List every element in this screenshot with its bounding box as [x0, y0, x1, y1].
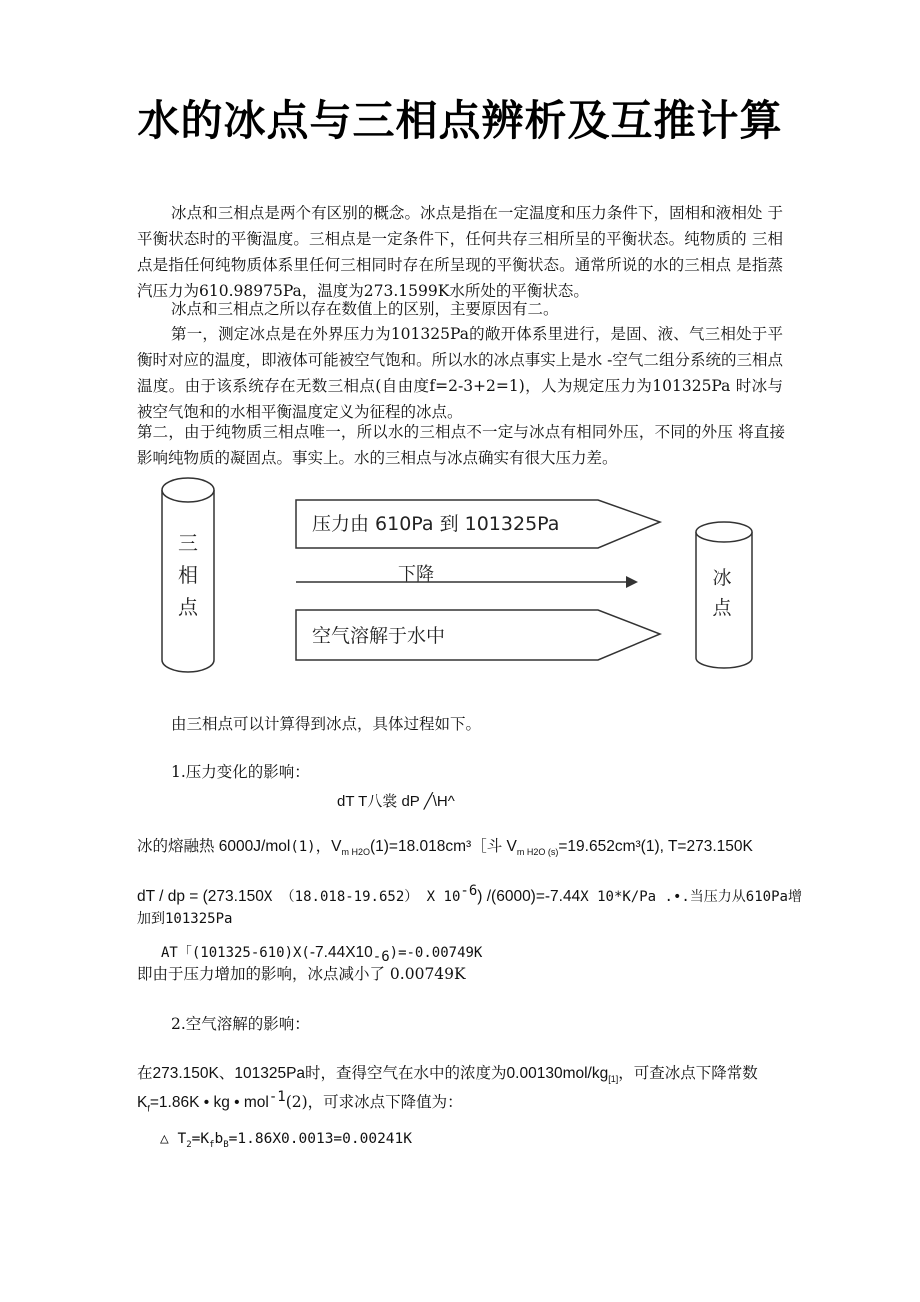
paragraph-first-reason: 第一，测定冰点是在外界压力为101325Pa的敞开体系里进行，是固、液、气三相处于平衡时对应的温度，即液体可能被空气饱和。所以水的冰点事实上是水 -空气二组分系统的三相点温度。由于该系统存在无数三相点(自由度f=2-3+2=1)，人为规定压力为101325Pa 时冰与被空气饱和的水相平衡温度定义为征程的冰点。 [137, 325, 783, 421]
right-cylinder-char-2: 点 [712, 597, 732, 619]
kf-exponent: -1 [268, 1089, 286, 1105]
data-line [137, 834, 753, 864]
calc-intro: 由三相点可以计算得到冰点，具体过程如下。 [171, 715, 482, 733]
v-liquid-sub: m H2O [341, 847, 370, 858]
bottom-arrow-label: 空气溶解于水中 [312, 625, 446, 647]
equation-1-continued: 加到101325Pa [137, 911, 233, 927]
top-arrow-label: 压力由 610Pa 到 101325Pa [312, 513, 560, 535]
kf-value: =1.86K • kg • mol [149, 1094, 269, 1112]
final-delta: △ T [160, 1131, 187, 1147]
equation-1 [137, 879, 802, 909]
air-line-2-end: (2)，可求冰点下降值为： [285, 1093, 463, 1112]
eq1-exponent: -6 [460, 883, 478, 899]
eq1-part-e: X 10*K/Pa .•.当压力从610Pa增 [580, 889, 802, 906]
paragraph-concepts: 冰点和三相点是两个有区别的概念。冰点是指在一定温度和压力条件下，固相和液相处 于平衡状态时的平衡温度。三相点是一定条件下，任何共存三相所呈的平衡状态。纯物质的 三相点是指任何纯物质体系里任何三相同时存在所呈现的平衡状态。通常所说的水的三相点 是指蒸汽压力为610.98975Pa，温度为273.1599K水所处的平衡状态。 [137, 204, 783, 300]
pressure-conclusion: 即由于压力增加的影响，冰点减小了 0.00749K [137, 965, 466, 983]
data-middle: ［斗 V [471, 838, 517, 855]
left-cylinder-char-2: 相 [178, 563, 198, 587]
eq1-part-a: dT / dp = (273.150 [137, 888, 264, 906]
right-cylinder-char-1: 冰 [712, 567, 732, 589]
final-value: =1.86X0.0013=0.00241K [228, 1131, 412, 1147]
v-solid-value: =19.652cm³ [558, 838, 641, 855]
right-cylinder [696, 522, 752, 668]
clapeyron-formula: dT T八裳 dP ╱\H^ [337, 793, 455, 810]
heading-pressure-effect: 1.压力变化的影响： [171, 763, 310, 781]
middle-arrow-head [626, 576, 638, 588]
eq2-part-a: AT「(101325-610)X( [161, 945, 310, 961]
final-b: b [214, 1131, 224, 1147]
middle-arrow-label: 下降 [398, 564, 434, 585]
air-concentration: 在273.150K、101325Pa时，查得空气在水中的浓度为0.00130mol/kg [137, 1065, 609, 1082]
final-result [160, 1127, 412, 1157]
eq1-part-b: X （18.018-19.652） X 10 [263, 889, 461, 906]
kf-sub: f [147, 1103, 150, 1114]
air-line-2 [137, 1085, 463, 1120]
fusion-heat: 冰的熔融热 6000J/mol [137, 838, 291, 855]
eq2-exponent: -6 [372, 949, 390, 966]
final-sub-b: B [223, 1139, 229, 1150]
air-line-1-end: ，可查冰点下降常数 [618, 1064, 758, 1082]
final-sub-2: 2 [186, 1139, 192, 1150]
page-title: 水的冰点与三相点辨析及互推计算 [137, 96, 783, 145]
final-sub-f: f [209, 1139, 215, 1150]
v-liquid-value: (1)=18.018cm³ [369, 838, 472, 855]
final-k: =K [191, 1131, 210, 1147]
eq2-part-b: -7.44X10 [309, 944, 373, 961]
data-end: (1), T=273.150K [640, 838, 753, 855]
left-cylinder-char-1: 三 [178, 531, 198, 555]
phase-diagram [150, 472, 770, 678]
heading-air-effect: 2.空气溶解的影响： [171, 1015, 310, 1033]
v-solid-sub: m H2O (s) [516, 847, 559, 858]
paragraph-second-reason: 第二，由于纯物质三相点唯一，所以水的三相点不一定与冰点有相同外压，不同的外压 将直接影响纯物质的凝固点。事实上。水的三相点与冰点确实有很大压力差。 [137, 423, 785, 467]
paragraph-reasons: 冰点和三相点之所以存在数值上的区别，主要原因有二。 [171, 300, 559, 318]
eq1-part-d: ) /(6000)=-7.44 [477, 888, 581, 906]
v-liquid-label: ，V [315, 838, 342, 855]
cite-1a: (1) [290, 839, 316, 855]
eq2-part-d: )=-0.00749K [389, 945, 483, 961]
left-cylinder-char-3: 点 [178, 595, 198, 619]
cite-1b: [1] [608, 1074, 619, 1085]
kf-symbol: K [137, 1094, 148, 1112]
